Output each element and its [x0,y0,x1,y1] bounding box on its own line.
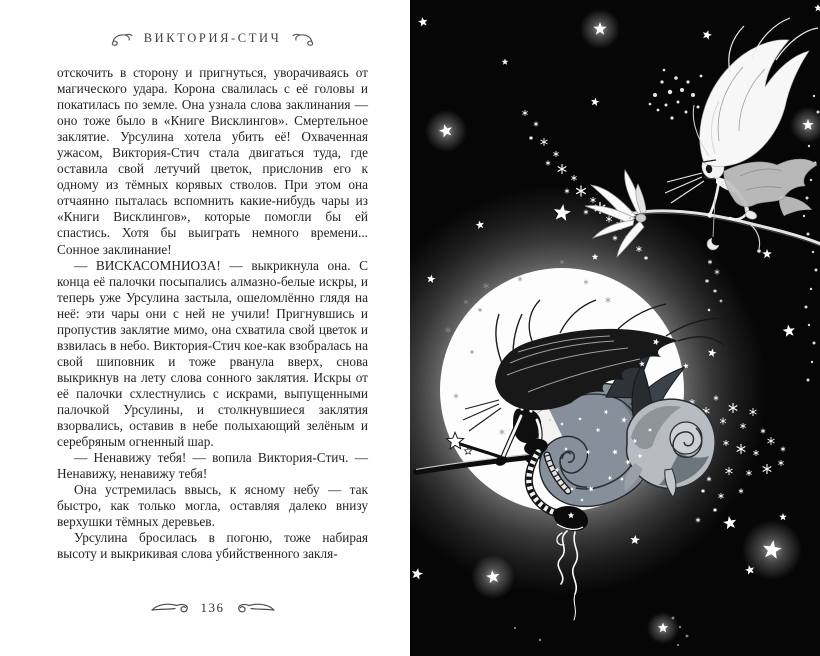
text-paragraph: отскочить в сторону и пригнуться, уворачиваясь от магического удара. Корона свалилась с её головы и покатилась по земле. Она узнала слова заклинания — оно тоже было в «Книге Висклингов». Смертельное заклятие. Урсулина хотела убить её! Охваченная ужасом, Виктория-Стич стала двигаться туда, где оставила свой летучий цветок, прислонив его к одному из тёмных корявых стволов. При этом она отчаянно пыталась вспомнить какие-нибудь чары из «Книги Висклингов», которые помогли бы ей спастись. Хотя бы выиграть немного времени... Сонное заклинание! [57,65,368,257]
sparkle-dot [668,90,672,94]
sparkle-dot [539,639,541,641]
sparkle-dot [660,80,663,83]
branch-twig [757,249,761,253]
sparkle-dot [677,644,679,646]
running-title: ВИКТОРИЯ-СТИЧ [143,31,282,45]
dot-star [815,269,818,272]
sparkle-dot [657,109,660,112]
dot-star [813,342,816,345]
dot-star [808,324,810,326]
sparkle-dot [680,88,684,92]
flourish-icon [151,600,193,616]
illustration-page [410,0,820,656]
dot-star [817,111,820,114]
sparkle-dot [686,80,689,83]
dot-star [810,179,812,181]
page-number: 136 [200,600,225,615]
dot-star [807,233,810,236]
text-paragraph: Она устремилась ввысь, к ясному небу — так быстро, как только могла, оставляя далеко внизу верхушки тёмных деревьев. [57,482,368,530]
dot-star [807,379,810,382]
sparkle-dot [665,104,668,107]
text-paragraph: — Ненавижу тебя! — вопила Виктория-Стич. — Ненавижу, ненавижу тебя! [57,450,368,482]
sparkle-dot [697,106,700,109]
sparkle-dot [685,111,688,114]
flourish-icon [292,32,316,46]
sparkle-dot [649,103,652,106]
sparkle-dot [691,93,695,97]
sparkle-dot [679,626,681,628]
sparkle-dot [686,635,689,638]
dot-star [813,95,815,97]
text-paragraph: Урсулина бросилась в погоню, тоже набирая высоту и выкрикивая слова убийственного закля- [57,530,368,562]
sparkle-dot [677,101,680,104]
dot-star [803,215,805,217]
page-footer [57,600,368,616]
flourish-icon [233,600,275,616]
dot-star [812,251,814,253]
dot-star [811,361,813,363]
sparkle-dot [674,76,678,80]
sparkle-dot [700,75,703,78]
dot-star [806,197,809,200]
body-text [57,65,368,562]
text-paragraph: — ВИСКАСОМНИОЗА! — выкрикнула она. С конца её палочки посыпались алмазно-белые искры, и теперь уже Урсулина застыла, ошеломлённо глядя на неё: эти чары они с ней не учили! Пригнувшись и пропустив заклятие мимо, она схватила свой цветок и взвилась в небо. Виктория-Стич кое-как взобралась на свой шиповник и тоже рванула вверх, снова выкрикнув на лету слова сонного заклятия. Искры от её палочки схлестнулись с искрами, выпущенными палочкой Урсулины, и столкнувшиеся заклятия взорвались, оставив в небе полыхающий зелёным и серебряным огненный шар. [57,257,368,450]
sparkle-dot [514,627,516,629]
sparkle-dot [670,116,673,119]
sparkle-dot [672,617,675,620]
night-illustration [410,0,820,656]
running-head [57,31,368,46]
sparkle-dot [653,93,657,97]
sparkle-dot [663,69,666,72]
dot-star [805,306,808,309]
dot-star [810,288,812,290]
flourish-icon [109,32,133,46]
dot-star [808,145,810,147]
